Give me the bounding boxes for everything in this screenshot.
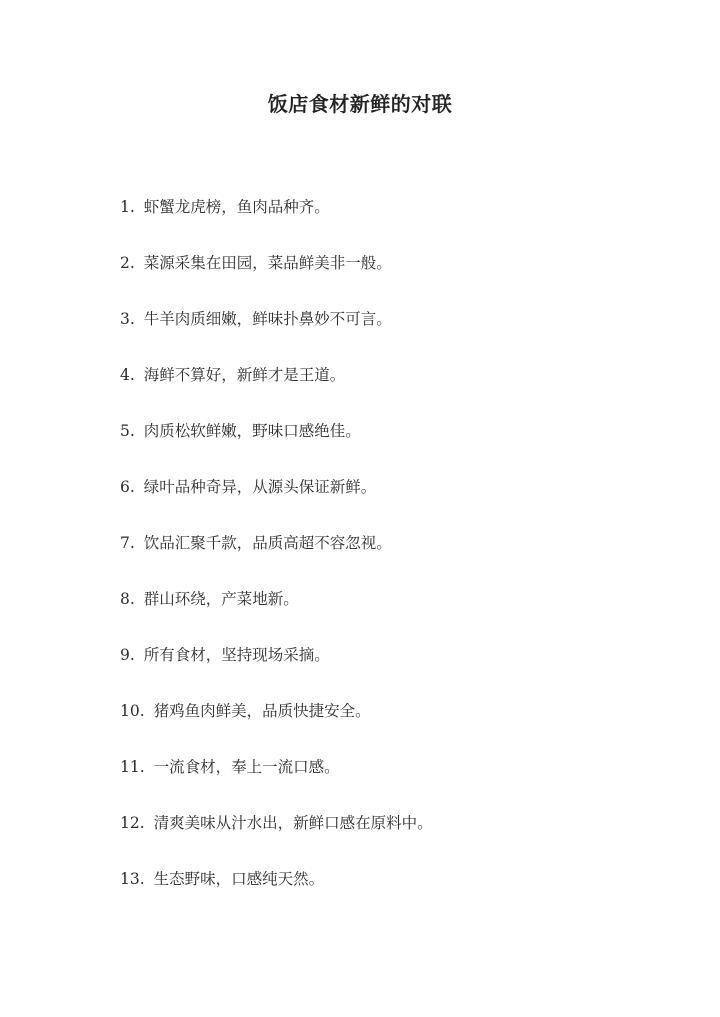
document-title: 饭店食材新鲜的对联 [267, 92, 453, 116]
item-text: 猪鸡鱼肉鲜美，品质快捷安全。 [153, 702, 371, 720]
item-number: 12. [120, 814, 145, 832]
list-item [120, 756, 680, 812]
item-number: 1. [120, 198, 135, 216]
item-number: 10. [120, 702, 145, 720]
item-number: 7. [120, 534, 135, 552]
item-number: 6. [120, 478, 135, 496]
item-text: 绿叶品种奇异，从源头保证新鲜。 [143, 478, 377, 496]
item-number: 4. [120, 366, 135, 384]
item-number: 9. [120, 646, 135, 664]
item-number: 5. [120, 422, 135, 440]
list-item [120, 308, 680, 364]
couplet-list [120, 196, 680, 924]
item-number: 8. [120, 590, 135, 608]
list-item [120, 868, 680, 924]
item-text: 生态野味，口感纯天然。 [153, 870, 325, 888]
item-text: 所有食材，坚持现场采摘。 [143, 646, 330, 664]
item-text: 海鲜不算好，新鲜才是王道。 [143, 366, 346, 384]
list-item [120, 532, 680, 588]
list-item [120, 364, 680, 420]
list-item [120, 644, 680, 700]
item-text: 饮品汇聚千款，品质高超不容忽视。 [143, 534, 392, 552]
item-number: 11. [120, 758, 145, 776]
list-item [120, 588, 680, 644]
item-text: 清爽美味从汁水出，新鲜口感在原料中。 [153, 814, 433, 832]
item-text: 虾蟹龙虎榜，鱼肉品种齐。 [143, 198, 330, 216]
list-item [120, 476, 680, 532]
item-text: 群山环绕，产菜地新。 [143, 590, 299, 608]
list-item [120, 700, 680, 756]
item-text: 肉质松软鲜嫩，野味口感绝佳。 [143, 422, 361, 440]
item-text: 一流食材，奉上一流口感。 [153, 758, 340, 776]
list-item [120, 252, 680, 308]
item-text: 菜源采集在田园，菜品鲜美非一般。 [143, 254, 392, 272]
list-item [120, 420, 680, 476]
list-item [120, 812, 680, 868]
item-number: 2. [120, 254, 135, 272]
item-text: 牛羊肉质细嫩，鲜味扑鼻妙不可言。 [143, 310, 392, 328]
item-number: 3. [120, 310, 135, 328]
item-number: 13. [120, 870, 145, 888]
list-item [120, 196, 680, 252]
